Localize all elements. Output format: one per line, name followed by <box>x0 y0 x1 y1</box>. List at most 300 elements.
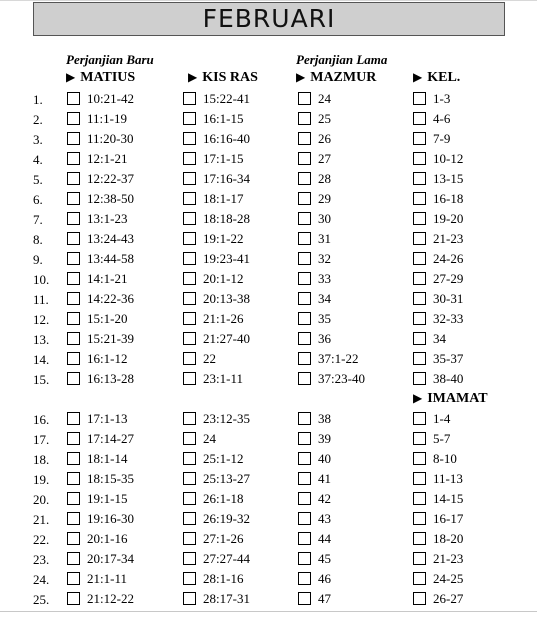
reading-checkbox[interactable] <box>67 352 80 365</box>
reading-checkbox[interactable] <box>67 112 80 125</box>
reading-label: 26-27 <box>433 591 464 606</box>
reading-entry <box>67 452 127 466</box>
row-number: 24. <box>33 572 50 587</box>
reading-entry <box>67 472 134 486</box>
reading-checkbox[interactable] <box>413 252 426 265</box>
reading-label: 21:1-26 <box>203 311 244 326</box>
reading-checkbox[interactable] <box>413 372 426 385</box>
reading-label: 28:1-16 <box>203 571 244 586</box>
reading-entry <box>67 352 127 366</box>
reading-checkbox[interactable] <box>413 512 426 525</box>
reading-label: 16-17 <box>433 511 464 526</box>
reading-checkbox[interactable] <box>413 172 426 185</box>
row-number: 17. <box>33 432 50 447</box>
reading-label: 1-3 <box>433 91 451 106</box>
reading-label: 8-10 <box>433 451 457 466</box>
reading-label: 24-26 <box>433 251 464 266</box>
reading-checkbox[interactable] <box>298 232 311 245</box>
reading-entry <box>183 292 250 306</box>
reading-label: 1-4 <box>433 411 451 426</box>
reading-label: 13-15 <box>433 171 464 186</box>
reading-entry <box>183 312 243 326</box>
reading-checkbox[interactable] <box>298 112 311 125</box>
reading-checkbox[interactable] <box>413 232 426 245</box>
reading-label: 34 <box>433 331 446 346</box>
reading-label: 7-9 <box>433 131 451 146</box>
reading-entry <box>183 472 250 486</box>
reading-checkbox[interactable] <box>67 552 80 565</box>
reading-checkbox[interactable] <box>413 152 426 165</box>
reading-checkbox[interactable] <box>183 512 196 525</box>
reading-checkbox[interactable] <box>183 232 196 245</box>
reading-entry <box>413 432 450 446</box>
reading-checkbox[interactable] <box>183 372 196 385</box>
reading-checkbox[interactable] <box>298 552 311 565</box>
reading-checkbox[interactable] <box>183 272 196 285</box>
reading-checkbox[interactable] <box>183 252 196 265</box>
triangle-right-icon: ▶ <box>413 391 423 405</box>
reading-checkbox[interactable] <box>298 452 311 465</box>
reading-label: 14:22-36 <box>87 291 134 306</box>
reading-checkbox[interactable] <box>183 332 196 345</box>
reading-entry <box>298 292 331 306</box>
reading-checkbox[interactable] <box>298 592 311 605</box>
column-header-matius: ▶ MATIUS <box>66 70 136 85</box>
column-header-kisras: ▶ KIS RAS <box>188 70 258 85</box>
row-number: 12. <box>33 312 50 327</box>
reading-checkbox[interactable] <box>298 412 311 425</box>
reading-label: 24 <box>318 91 331 106</box>
reading-label: 16:1-15 <box>203 111 244 126</box>
reading-checkbox[interactable] <box>413 292 426 305</box>
reading-label: 35-37 <box>433 351 464 366</box>
reading-checkbox[interactable] <box>413 592 426 605</box>
reading-checkbox[interactable] <box>298 272 311 285</box>
reading-checkbox[interactable] <box>67 372 80 385</box>
reading-label: 36 <box>318 331 331 346</box>
reading-checkbox[interactable] <box>183 552 196 565</box>
reading-entry <box>413 272 463 286</box>
reading-entry <box>298 492 331 506</box>
reading-entry <box>183 92 250 106</box>
reading-checkbox[interactable] <box>67 132 80 145</box>
reading-label: 24-25 <box>433 571 464 586</box>
reading-checkbox[interactable] <box>183 312 196 325</box>
reading-entry <box>183 272 243 286</box>
reading-entry <box>298 452 331 466</box>
reading-checkbox[interactable] <box>413 532 426 545</box>
reading-checkbox[interactable] <box>298 332 311 345</box>
reading-label: 10-12 <box>433 151 464 166</box>
reading-label: 25:1-12 <box>203 451 244 466</box>
reading-label: 20:13-38 <box>203 291 250 306</box>
reading-label: 19:1-22 <box>203 231 244 246</box>
reading-label: 20:17-34 <box>87 551 134 566</box>
row-number: 4. <box>33 152 43 167</box>
reading-checkbox[interactable] <box>298 172 311 185</box>
reading-checkbox[interactable] <box>298 312 311 325</box>
reading-checkbox[interactable] <box>413 112 426 125</box>
reading-checkbox[interactable] <box>298 492 311 505</box>
reading-entry <box>67 372 134 386</box>
reading-checkbox[interactable] <box>298 572 311 585</box>
reading-checkbox[interactable] <box>67 92 80 105</box>
reading-label: 10:21-42 <box>87 91 134 106</box>
reading-entry <box>67 512 134 526</box>
reading-checkbox[interactable] <box>413 272 426 285</box>
reading-checkbox[interactable] <box>298 212 311 225</box>
reading-label: 37:1-22 <box>318 351 359 366</box>
reading-label: 17:16-34 <box>203 171 250 186</box>
reading-label: 17:14-27 <box>87 431 134 446</box>
reading-entry <box>413 232 463 246</box>
reading-entry <box>298 572 331 586</box>
reading-checkbox[interactable] <box>413 432 426 445</box>
reading-label: 27:1-26 <box>203 531 244 546</box>
reading-entry <box>67 532 127 546</box>
reading-entry <box>183 492 243 506</box>
row-number: 16. <box>33 412 50 427</box>
reading-entry <box>298 332 331 346</box>
reading-checkbox[interactable] <box>67 252 80 265</box>
row-number: 5. <box>33 172 43 187</box>
reading-entry <box>413 112 450 126</box>
reading-entry <box>413 592 463 606</box>
reading-checkbox[interactable] <box>67 412 80 425</box>
column-header-keluaran: ▶ KEL. <box>413 70 461 85</box>
reading-entry <box>413 512 463 526</box>
reading-label: 18:1-17 <box>203 191 244 206</box>
reading-label: 20:1-12 <box>203 271 244 286</box>
reading-label: 15:1-20 <box>87 311 128 326</box>
reading-entry <box>413 552 463 566</box>
reading-checkbox[interactable] <box>298 252 311 265</box>
reading-checkbox[interactable] <box>413 352 426 365</box>
reading-entry <box>183 512 250 526</box>
row-number: 20. <box>33 492 50 507</box>
reading-entry <box>413 212 463 226</box>
reading-checkbox[interactable] <box>298 292 311 305</box>
row-number: 1. <box>33 92 43 107</box>
reading-entry <box>413 152 463 166</box>
reading-entry <box>183 432 216 446</box>
reading-checkbox[interactable] <box>413 472 426 485</box>
reading-checkbox[interactable] <box>183 132 196 145</box>
reading-checkbox[interactable] <box>67 432 80 445</box>
column-header-mazmur: ▶ MAZMUR <box>296 70 377 85</box>
reading-entry <box>413 492 463 506</box>
reading-entry <box>67 572 127 586</box>
reading-label: 28:17-31 <box>203 591 250 606</box>
reading-label: 33 <box>318 271 331 286</box>
row-number: 11. <box>33 292 49 307</box>
reading-checkbox[interactable] <box>183 92 196 105</box>
reading-label: 27:27-44 <box>203 551 250 566</box>
reading-label: 21-23 <box>433 551 464 566</box>
reading-entry <box>413 472 463 486</box>
reading-checkbox[interactable] <box>183 112 196 125</box>
reading-entry <box>413 452 457 466</box>
reading-checkbox[interactable] <box>298 352 311 365</box>
reading-checkbox[interactable] <box>67 212 80 225</box>
reading-entry <box>183 592 250 606</box>
row-number: 8. <box>33 232 43 247</box>
reading-entry <box>298 532 331 546</box>
reading-label: 21:1-11 <box>87 571 127 586</box>
reading-label: 13:24-43 <box>87 231 134 246</box>
reading-checkbox[interactable] <box>67 492 80 505</box>
reading-checkbox[interactable] <box>413 132 426 145</box>
reading-checkbox[interactable] <box>183 212 196 225</box>
reading-entry <box>183 112 243 126</box>
reading-checkbox[interactable] <box>67 232 80 245</box>
reading-entry <box>298 112 331 126</box>
reading-label: 32 <box>318 251 331 266</box>
reading-checkbox[interactable] <box>67 172 80 185</box>
reading-label: 21:12-22 <box>87 591 134 606</box>
reading-label: 43 <box>318 511 331 526</box>
reading-checkbox[interactable] <box>67 452 80 465</box>
reading-entry <box>183 212 250 226</box>
reading-entry <box>67 252 134 266</box>
reading-entry <box>298 472 331 486</box>
reading-entry <box>413 172 463 186</box>
reading-label: 16:1-12 <box>87 351 128 366</box>
row-number: 9. <box>33 252 43 267</box>
reading-entry <box>67 232 134 246</box>
row-number: 2. <box>33 112 43 127</box>
reading-entry <box>183 352 216 366</box>
reading-checkbox[interactable] <box>298 372 311 385</box>
reading-checkbox[interactable] <box>67 532 80 545</box>
reading-label: 26 <box>318 131 331 146</box>
row-number: 13. <box>33 332 50 347</box>
reading-entry <box>183 192 243 206</box>
row-number: 22. <box>33 532 50 547</box>
reading-checkbox[interactable] <box>298 432 311 445</box>
reading-checkbox[interactable] <box>413 412 426 425</box>
reading-entry <box>298 152 331 166</box>
reading-entry <box>183 152 243 166</box>
reading-checkbox[interactable] <box>298 92 311 105</box>
reading-entry <box>298 412 331 426</box>
reading-checkbox[interactable] <box>67 272 80 285</box>
row-number: 18. <box>33 452 50 467</box>
reading-label: 39 <box>318 431 331 446</box>
reading-entry <box>183 232 243 246</box>
row-number: 23. <box>33 552 50 567</box>
reading-label: 12:22-37 <box>87 171 134 186</box>
reading-entry <box>298 172 331 186</box>
reading-label: 29 <box>318 191 331 206</box>
reading-entry <box>67 412 127 426</box>
reading-label: 12:38-50 <box>87 191 134 206</box>
bottom-rule <box>0 611 537 612</box>
reading-checkbox[interactable] <box>67 312 80 325</box>
reading-entry <box>183 532 243 546</box>
reading-label: 16-18 <box>433 191 464 206</box>
reading-label: 5-7 <box>433 431 451 446</box>
reading-label: 11:1-19 <box>87 111 127 126</box>
reading-checkbox[interactable] <box>67 192 80 205</box>
reading-checkbox[interactable] <box>413 192 426 205</box>
reading-label: 16:16-40 <box>203 131 250 146</box>
reading-checkbox[interactable] <box>183 292 196 305</box>
reading-label: 15:21-39 <box>87 331 134 346</box>
reading-entry <box>413 412 450 426</box>
reading-checkbox[interactable] <box>413 332 426 345</box>
reading-checkbox[interactable] <box>413 212 426 225</box>
reading-checkbox[interactable] <box>183 572 196 585</box>
reading-label: 19:16-30 <box>87 511 134 526</box>
row-number: 25. <box>33 592 50 607</box>
reading-label: 23:12-35 <box>203 411 250 426</box>
reading-checkbox[interactable] <box>67 152 80 165</box>
reading-entry <box>67 332 134 346</box>
reading-checkbox[interactable] <box>413 572 426 585</box>
reading-checkbox[interactable] <box>67 332 80 345</box>
reading-label: 13:1-23 <box>87 211 128 226</box>
reading-entry <box>413 92 450 106</box>
reading-label: 27-29 <box>433 271 464 286</box>
reading-checkbox[interactable] <box>298 512 311 525</box>
triangle-right-icon: ▶ <box>188 70 198 84</box>
reading-label: 26:1-18 <box>203 491 244 506</box>
reading-label: 31 <box>318 231 331 246</box>
reading-checkbox[interactable] <box>183 432 196 445</box>
reading-label: 12:1-21 <box>87 151 128 166</box>
reading-checkbox[interactable] <box>183 472 196 485</box>
reading-checkbox[interactable] <box>183 152 196 165</box>
reading-label: 15:22-41 <box>203 91 250 106</box>
reading-entry <box>298 552 331 566</box>
reading-checkbox[interactable] <box>183 492 196 505</box>
reading-entry <box>413 292 463 306</box>
reading-entry <box>298 192 331 206</box>
reading-checkbox[interactable] <box>67 512 80 525</box>
reading-label: 14-15 <box>433 491 464 506</box>
reading-label: 4-6 <box>433 111 451 126</box>
reading-label: 18:15-35 <box>87 471 134 486</box>
reading-entry <box>183 572 243 586</box>
top-rule <box>0 0 537 1</box>
reading-label: 30 <box>318 211 331 226</box>
reading-checkbox[interactable] <box>183 172 196 185</box>
reading-checkbox[interactable] <box>67 292 80 305</box>
reading-label: 38-40 <box>433 371 464 386</box>
reading-checkbox[interactable] <box>183 592 196 605</box>
reading-checkbox[interactable] <box>413 452 426 465</box>
reading-checkbox[interactable] <box>67 572 80 585</box>
reading-entry <box>183 412 250 426</box>
reading-entry <box>67 432 134 446</box>
triangle-right-icon: ▶ <box>413 70 423 84</box>
reading-entry <box>67 152 127 166</box>
reading-label: 41 <box>318 471 331 486</box>
row-number: 14. <box>33 352 50 367</box>
reading-label: 32-33 <box>433 311 464 326</box>
reading-label: 38 <box>318 411 331 426</box>
reading-label: 11:20-30 <box>87 131 134 146</box>
reading-checkbox[interactable] <box>298 132 311 145</box>
reading-checkbox[interactable] <box>183 452 196 465</box>
reading-label: 45 <box>318 551 331 566</box>
reading-entry <box>298 252 331 266</box>
reading-label: 40 <box>318 451 331 466</box>
row-number: 19. <box>33 472 50 487</box>
reading-label: 21-23 <box>433 231 464 246</box>
reading-entry <box>183 372 243 386</box>
reading-entry <box>67 192 134 206</box>
reading-entry <box>67 272 127 286</box>
reading-checkbox[interactable] <box>298 152 311 165</box>
reading-checkbox[interactable] <box>298 192 311 205</box>
reading-entry <box>298 512 331 526</box>
reading-entry <box>183 252 250 266</box>
column-subheader-imamat: ▶ IMAMAT <box>413 391 488 406</box>
reading-checkbox[interactable] <box>183 532 196 545</box>
reading-label: 28 <box>318 171 331 186</box>
reading-entry <box>67 172 134 186</box>
reading-label: 19:23-41 <box>203 251 250 266</box>
reading-entry <box>183 172 250 186</box>
reading-label: 19-20 <box>433 211 464 226</box>
reading-entry <box>298 92 331 106</box>
reading-label: 20:1-16 <box>87 531 128 546</box>
reading-label: 14:1-21 <box>87 271 128 286</box>
reading-entry <box>413 332 446 346</box>
reading-checkbox[interactable] <box>413 492 426 505</box>
reading-entry <box>183 332 250 346</box>
reading-entry <box>298 592 331 606</box>
reading-checkbox[interactable] <box>413 312 426 325</box>
reading-label: 35 <box>318 311 331 326</box>
reading-label: 25 <box>318 111 331 126</box>
reading-checkbox[interactable] <box>298 532 311 545</box>
reading-checkbox[interactable] <box>183 352 196 365</box>
reading-entry <box>183 452 243 466</box>
reading-entry <box>67 212 127 226</box>
reading-entry <box>67 492 127 506</box>
reading-checkbox[interactable] <box>183 412 196 425</box>
page-title: FEBRUARI <box>33 2 505 36</box>
triangle-right-icon: ▶ <box>66 70 76 84</box>
reading-checkbox[interactable] <box>67 472 80 485</box>
reading-checkbox[interactable] <box>183 192 196 205</box>
row-number: 7. <box>33 212 43 227</box>
reading-entry <box>413 532 463 546</box>
reading-checkbox[interactable] <box>67 592 80 605</box>
reading-entry <box>67 552 134 566</box>
reading-label: 17:1-15 <box>203 151 244 166</box>
reading-entry <box>67 132 133 146</box>
reading-label: 13:44-58 <box>87 251 134 266</box>
reading-entry <box>298 432 331 446</box>
reading-checkbox[interactable] <box>413 552 426 565</box>
reading-label: 37:23-40 <box>318 371 365 386</box>
reading-label: 24 <box>203 431 216 446</box>
reading-label: 18-20 <box>433 531 464 546</box>
reading-entry <box>183 552 250 566</box>
reading-checkbox[interactable] <box>413 92 426 105</box>
reading-checkbox[interactable] <box>298 472 311 485</box>
reading-entry <box>298 232 331 246</box>
reading-label: 18:18-28 <box>203 211 250 226</box>
reading-entry <box>298 372 365 386</box>
reading-label: 18:1-14 <box>87 451 128 466</box>
reading-label: 47 <box>318 591 331 606</box>
reading-entry <box>413 312 463 326</box>
